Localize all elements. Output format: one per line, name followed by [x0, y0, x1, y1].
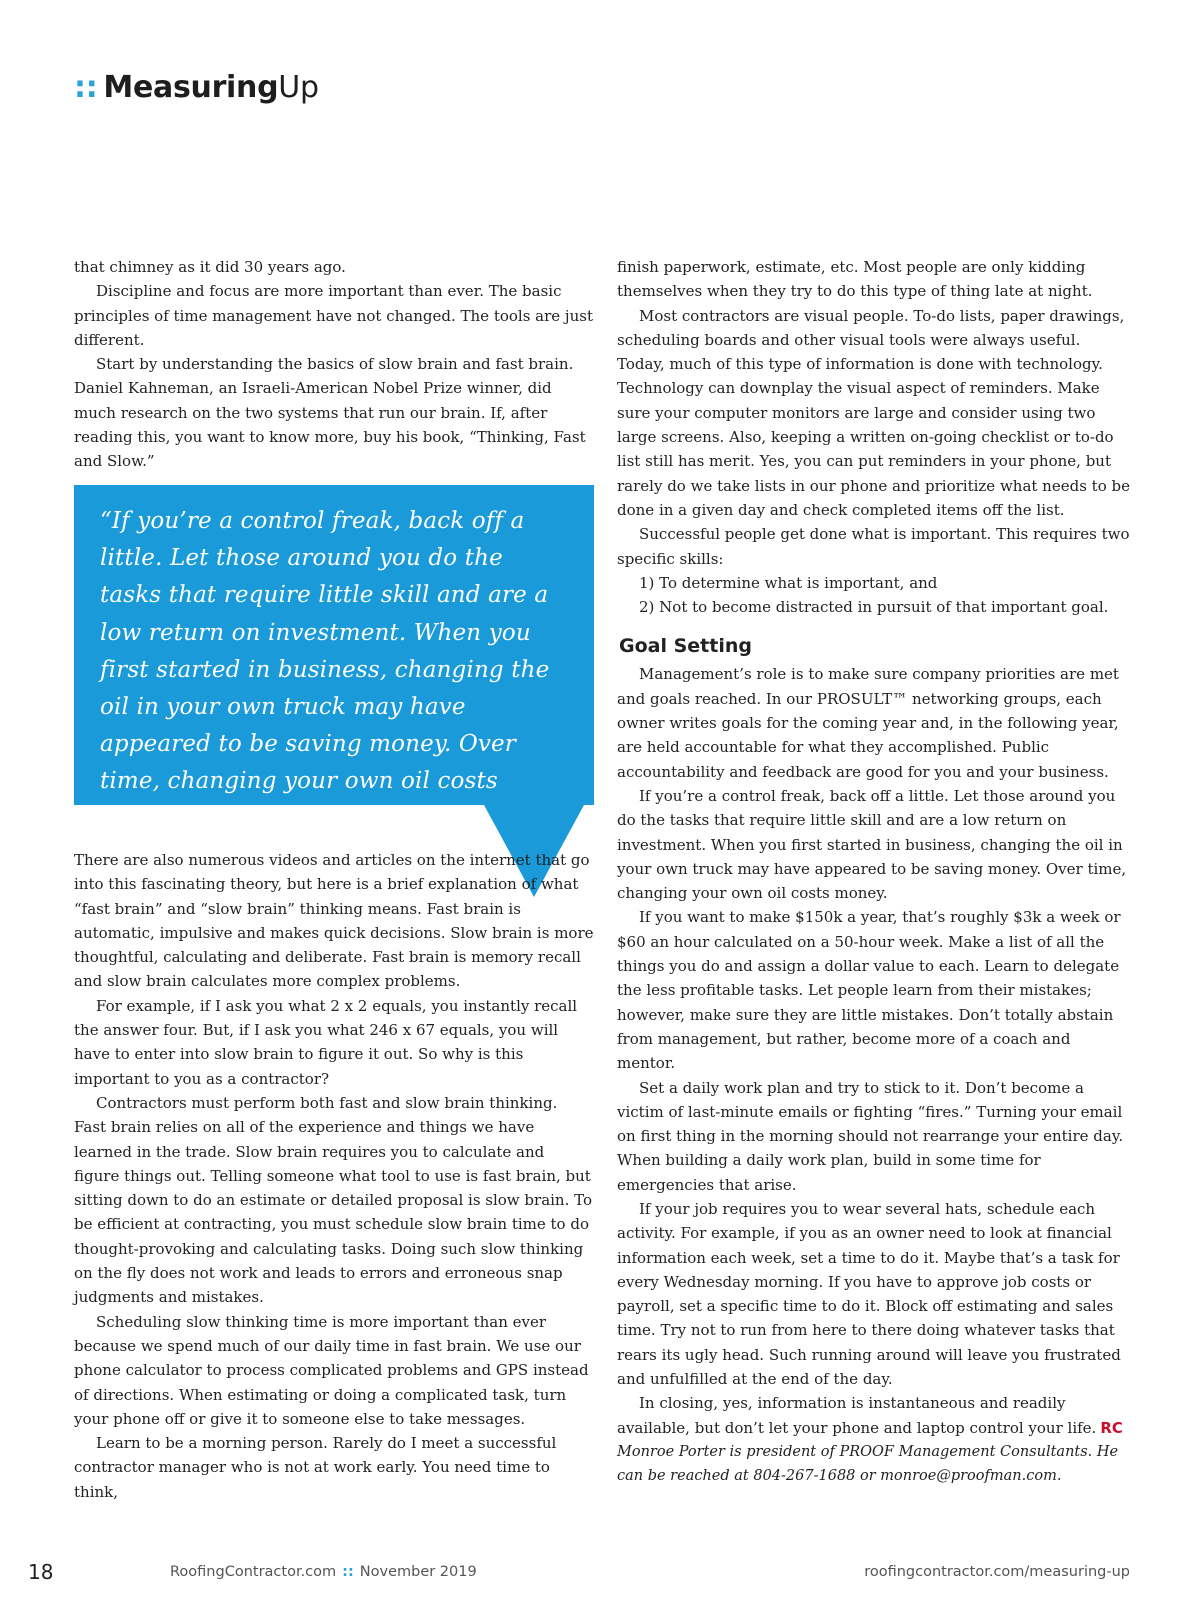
body-paragraph: Discipline and focus are more important than ever. The basic principles of time management have not changed. The tools are just different.: [74, 282, 593, 349]
closing-text: In closing, yes, information is instantaneous and readily available, but don’t let your phone and laptop control your life.: [617, 1394, 1097, 1437]
body-paragraph: If you’re a control freak, back off a little. Let those around you do the tasks that require little skill and are a low return on investment. When you first started in business, changing the oil in your own truck may have appeared to be saving money. Over time, changing your own oil costs money.: [617, 786, 1127, 903]
section-title-bold: Measuring: [103, 70, 279, 105]
body-paragraph: Learn to be a morning person. Rarely do I meet a successful contractor manager who is not at work early. You need time to think,: [74, 1434, 557, 1501]
pull-quote-box: [74, 485, 594, 832]
rc-signature-mark: RC: [1100, 1418, 1123, 1437]
closing-paragraph: [617, 1391, 1132, 1440]
page-number: 18: [28, 1560, 54, 1584]
section-title-light: Up: [278, 70, 319, 105]
body-paragraph: finish paperwork, estimate, etc. Most people are only kidding themselves when they try to do this type of thing late at night.: [617, 258, 1093, 301]
page-footer: [0, 1560, 1200, 1590]
body-paragraph: Scheduling slow thinking time is more important than ever because we spend much of our daily time in fast brain. We use our phone calculator to process complicated problems and GPS instead of directions. When estimating or doing a complicated task, turn your phone off or give it to someone else to take messages.: [74, 1312, 589, 1428]
body-paragraph: Most contractors are visual people. To-do lists, paper drawings, scheduling boards and other visual tools were always useful. Today, much of this type of information is done with technology. Technology can downplay the visual aspect of reminders. Make sure your computer monitors are large and consider using two large screens. Also, keeping a written on-going checklist or to-do list still has merit. Yes, you can put reminders in your phone, but rarely do we take lists in our phone and prioritize what needs to be done in a given day and check completed items off the list.: [617, 306, 1130, 519]
body-paragraph: If you want to make $150k a year, that’s roughly $3k a week or $60 an hour calculated on a 50-hour week. Make a list of all the things you do and assign a dollar value to each. Learn to delegate the less profitable tasks. Let people learn from their mistakes; however, make sure they are little mistakes. Don’t totally abstain from management, but rather, become more of a coach and mentor.: [617, 908, 1121, 1073]
body-paragraph: There are also numerous videos and articles on the internet that go into this fascinating theory, but here is a brief explanation of what “fast brain” and “slow brain” thinking means. Fast brain is automatic, impulsive and makes quick decisions. Slow brain is more thoughtful, calculating and deliberate. Fast brain is memory recall and slow brain calculates more complex problems.: [74, 851, 594, 991]
list-item: 2) Not to become distracted in pursuit of that important goal.: [639, 598, 1109, 617]
footer-site: RoofingContractor.com: [170, 1564, 337, 1580]
body-paragraph: For example, if I ask you what 2 x 2 equals, you instantly recall the answer four. But, if I ask you what 246 x 67 equals, you will have to enter into slow brain to figure it out. So why is this important to you as a contractor?: [74, 996, 578, 1088]
author-bio: Monroe Porter is president of PROOF Management Consultants. He can be reached at 804-267-1688 or monroe@proofman.com.: [617, 1443, 1119, 1484]
body-paragraph: Management’s role is to make sure company priorities are met and goals reached. In our PROSULT™ networking groups, each owner writes goals for the coming year and, in the following year, are held accountable for what they accomplished. Public accountability and feedback are good for you and your business.: [617, 665, 1119, 781]
footer-date: November 2019: [359, 1564, 477, 1580]
pull-quote-text: “If you’re a control freak, back off a little. Let those around you do the tasks that require little skill and are a low return on investment. When you first started in business, changing the oil in your own truck may have appeared to be saving money. Over time, changing your own oil costs money.”: [100, 508, 550, 832]
section-header-dots: ::: [74, 70, 98, 105]
body-paragraph: If your job requires you to wear several hats, schedule each activity. For example, if you as an owner need to look at financial information each week, set a time to do it. Maybe that’s a task for every Wednesday morning. If you have to approve job costs or payroll, set a specific time to do it. Block off estimating and sales time. Try not to run from here to there doing whatever tasks that rears its ugly head. Such running around will leave you frustrated and unfulfilled at the end of the day.: [617, 1199, 1121, 1389]
right-column: [617, 255, 1132, 1488]
body-paragraph: Start by understanding the basics of slow brain and fast brain. Daniel Kahneman, an Israeli-American Nobel Prize winner, did much research on the two systems that run our brain. If, after reading this, you want to know more, buy his book, “Thinking, Fast and Slow.”: [74, 355, 586, 471]
left-column-top: [74, 255, 594, 474]
subhead-goal-setting: Goal Setting: [619, 635, 752, 658]
body-paragraph: Successful people get done what is important. This requires two specific skills:: [617, 525, 1130, 568]
footer-separator: ::: [342, 1564, 354, 1580]
footer-site-date: [170, 1564, 477, 1580]
left-column-bottom: [74, 848, 594, 1504]
footer-url: roofingcontractor.com/measuring-up: [864, 1564, 1130, 1580]
body-paragraph: that chimney as it did 30 years ago.: [74, 258, 346, 276]
list-item: 1) To determine what is important, and: [639, 573, 938, 592]
section-header: [74, 70, 319, 105]
body-paragraph: Contractors must perform both fast and slow brain thinking. Fast brain relies on all of the experience and things we have learned in the trade. Slow brain requires you to calculate and figure things out. Telling someone what tool to use is fast brain, but sitting down to do an estimate or detailed proposal is slow brain. To be efficient at contracting, you must schedule slow brain time to do thought-provoking and calculating tasks. Doing such slow thinking on the fly does not work and leads to errors and erroneous snap judgments and mistakes.: [74, 1093, 592, 1307]
body-paragraph: Set a daily work plan and try to stick to it. Don’t become a victim of last-minute emails or fighting “fires.” Turning your email on first thing in the morning should not rearrange your entire day. When building a daily work plan, build in some time for emergencies that arise.: [617, 1078, 1124, 1194]
